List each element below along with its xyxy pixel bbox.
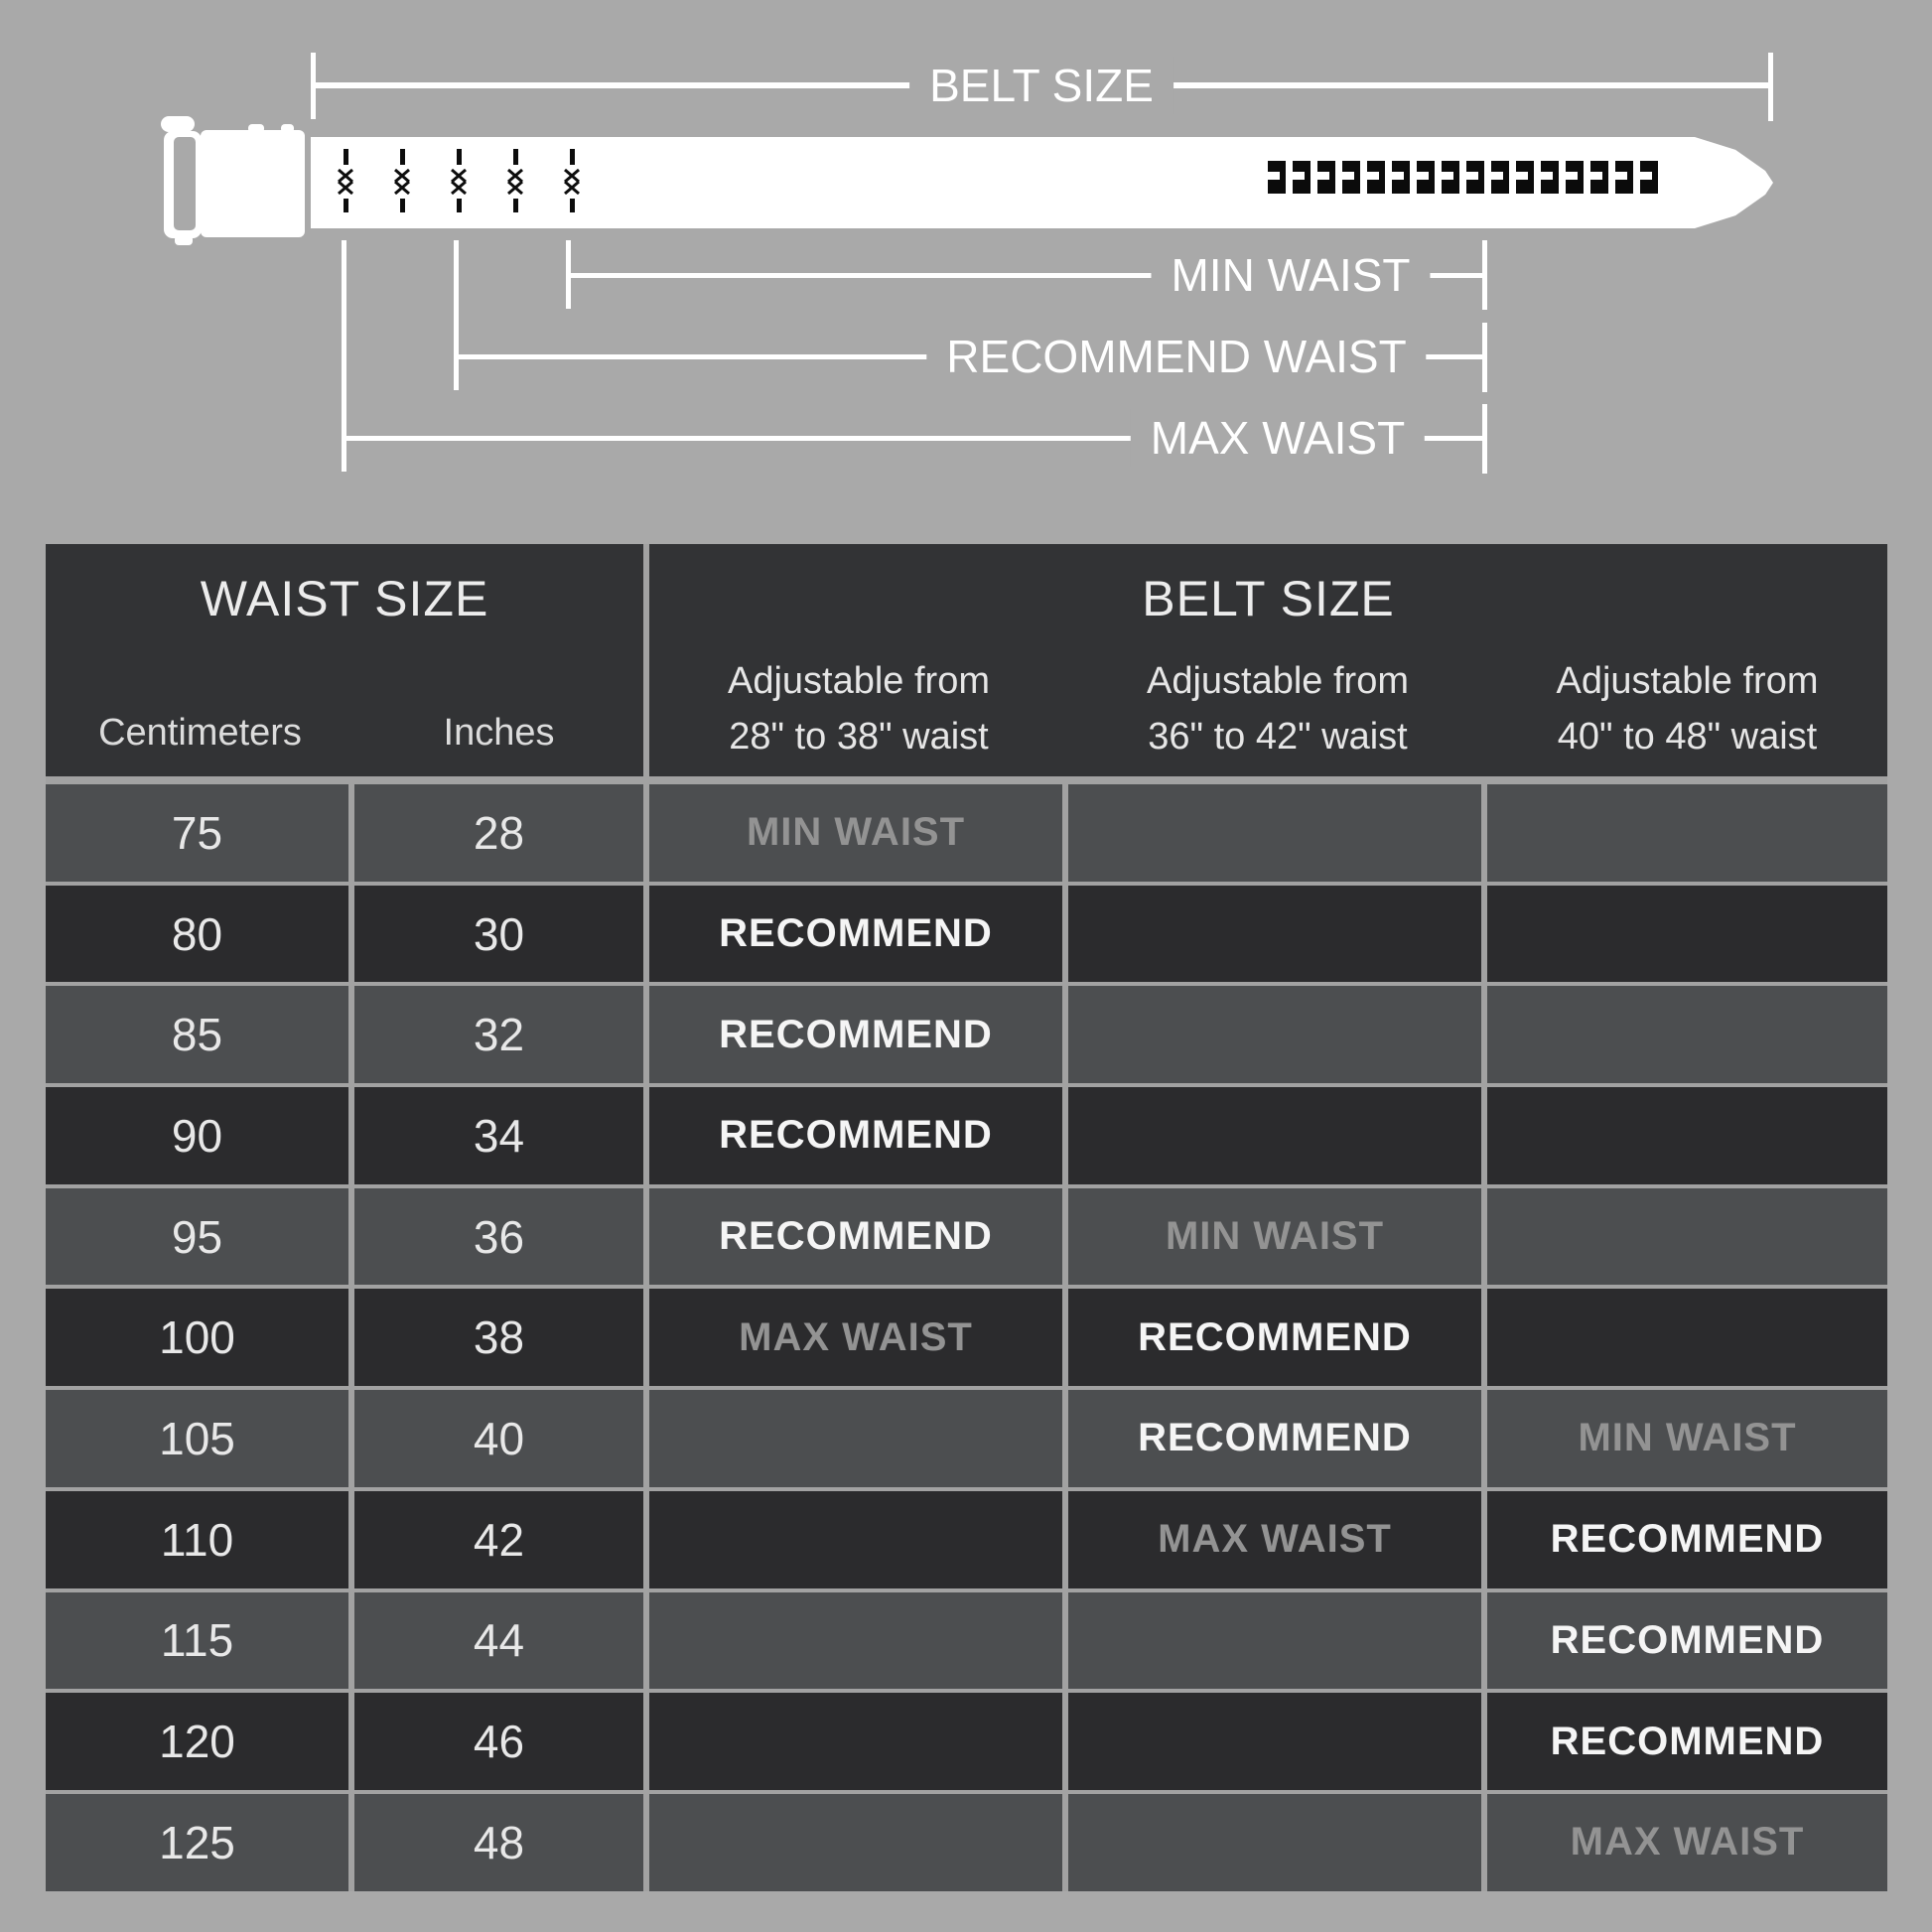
cell-belt-1 [649,1592,1062,1690]
cell-inches: 48 [354,1794,643,1891]
cell-belt-3 [1487,986,1887,1083]
max-waist-right-tick [1482,404,1487,474]
belt-size-title: BELT SIZE [1142,571,1395,626]
belt-1-line1: Adjustable from [727,660,990,702]
cell-centimeters: 115 [46,1592,348,1690]
stitch-mark-icon [506,149,524,214]
belt-size-right-tick [1768,53,1773,121]
cell-belt-1: RECOMMEND [649,1188,1062,1286]
cell-centimeters: 100 [46,1289,348,1386]
cell-inches: 46 [354,1693,643,1790]
belt-size-header-block [649,544,1887,776]
cell-inches: 44 [354,1592,643,1690]
cell-belt-1: RECOMMEND [649,986,1062,1083]
cell-centimeters: 90 [46,1087,348,1184]
cell-belt-2 [1068,1693,1481,1790]
cell-inches: 36 [354,1188,643,1286]
cell-belt-3: MIN WAIST [1487,1390,1887,1487]
buckle-detail-icon [248,124,264,133]
cell-centimeters: 75 [46,784,348,882]
cell-inches: 30 [354,886,643,983]
waist-size-header-block [46,544,643,776]
cell-belt-2 [1068,1592,1481,1690]
belt-2-line1: Adjustable from [1146,660,1409,702]
waist-size-title: WAIST SIZE [200,571,489,626]
cell-belt-1: RECOMMEND [649,1087,1062,1184]
stitch-mark-icon [337,149,354,214]
column-header-belt-1 [649,653,1068,764]
buckle-detail-icon [175,235,193,245]
recommend-waist-label: RECOMMEND WAIST [926,328,1426,385]
cell-centimeters: 120 [46,1693,348,1790]
size-table [46,544,1887,1891]
min-waist-right-tick [1482,240,1487,310]
cell-belt-3 [1487,1188,1887,1286]
cell-belt-2 [1068,886,1481,983]
cell-belt-1: MIN WAIST [649,784,1062,882]
cell-belt-1 [649,1693,1062,1790]
cell-belt-2 [1068,1794,1481,1891]
buckle-prong-icon [161,116,195,132]
cell-inches: 38 [354,1289,643,1386]
cell-belt-1: RECOMMEND [649,886,1062,983]
stitch-mark-icon [450,149,468,214]
belt-3-line1: Adjustable from [1556,660,1819,702]
cell-belt-2: MIN WAIST [1068,1188,1481,1286]
column-header-centimeters: Centimeters [98,712,302,754]
ratchet-teeth-icon [1268,161,1665,194]
stitch-mark-icon [563,149,581,214]
cell-belt-2: RECOMMEND [1068,1390,1481,1487]
cell-belt-3 [1487,1087,1887,1184]
cell-centimeters: 110 [46,1491,348,1588]
cell-centimeters: 105 [46,1390,348,1487]
belt-strap-tip [1695,137,1773,228]
cell-belt-3: RECOMMEND [1487,1491,1887,1588]
cell-inches: 40 [354,1390,643,1487]
buckle-detail-icon [281,124,294,133]
belt-3-line2: 40" to 48" waist [1557,716,1818,758]
cell-belt-2 [1068,1087,1481,1184]
cell-centimeters: 125 [46,1794,348,1891]
belt-1-line2: 28" to 38" waist [729,716,989,758]
cell-belt-1 [649,1491,1062,1588]
cell-belt-3 [1487,886,1887,983]
min-waist-label: MIN WAIST [1151,246,1430,304]
belt-subheader-row [649,653,1887,764]
cell-centimeters: 80 [46,886,348,983]
belt-2-line2: 36" to 42" waist [1148,716,1408,758]
cell-belt-3 [1487,1289,1887,1386]
buckle-plate-icon [201,130,305,237]
cell-belt-1: MAX WAIST [649,1289,1062,1386]
column-header-inches: Inches [443,712,555,754]
cell-belt-2: MAX WAIST [1068,1491,1481,1588]
cell-belt-3: RECOMMEND [1487,1592,1887,1690]
cell-centimeters: 85 [46,986,348,1083]
stitch-mark-icon [393,149,411,214]
cell-belt-2 [1068,986,1481,1083]
max-waist-label: MAX WAIST [1131,409,1425,467]
cell-inches: 34 [354,1087,643,1184]
waist-subheader-row [46,712,643,755]
cell-inches: 28 [354,784,643,882]
cell-belt-1 [649,1390,1062,1487]
belt-size-label: BELT SIZE [909,57,1173,114]
cell-centimeters: 95 [46,1188,348,1286]
column-header-belt-2 [1068,653,1487,764]
cell-inches: 42 [354,1491,643,1588]
cell-belt-3: RECOMMEND [1487,1693,1887,1790]
belt-diagram [0,0,1932,544]
buckle-slot-icon [174,137,196,230]
recommend-waist-left-tick [454,240,459,390]
cell-belt-3 [1487,784,1887,882]
cell-belt-1 [649,1794,1062,1891]
cell-inches: 32 [354,986,643,1083]
cell-belt-2 [1068,784,1481,882]
recommend-waist-right-tick [1482,323,1487,392]
column-header-belt-3 [1487,653,1887,764]
cell-belt-3: MAX WAIST [1487,1794,1887,1891]
cell-belt-2: RECOMMEND [1068,1289,1481,1386]
